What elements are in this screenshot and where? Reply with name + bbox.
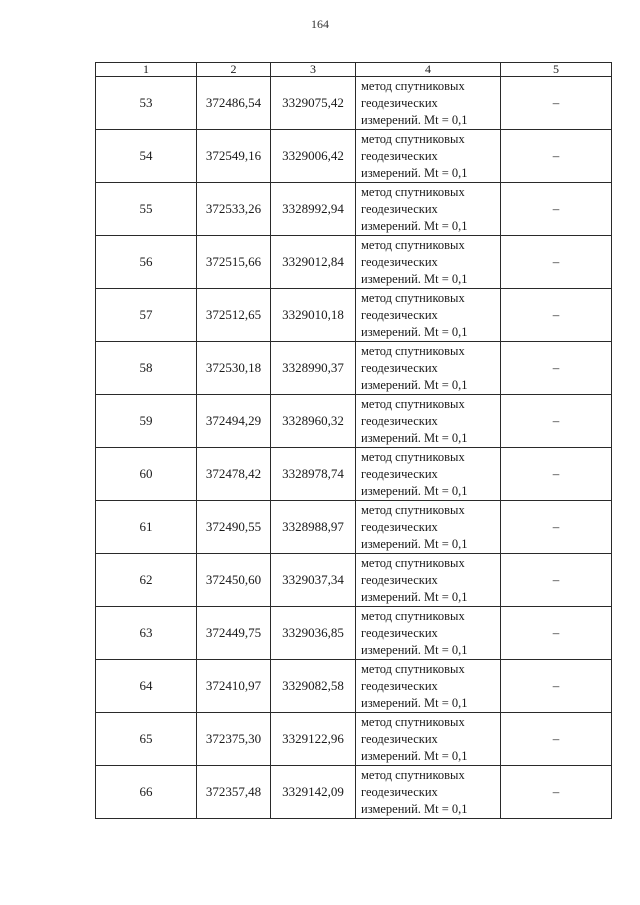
method-line: геодезических [361, 678, 438, 693]
table-row [96, 501, 612, 554]
method-line: измерений. Mt = 0,1 [361, 801, 468, 816]
method-line: измерений. Mt = 0,1 [361, 748, 468, 763]
method-line: измерений. Mt = 0,1 [361, 536, 468, 551]
x-coordinate-cell: 372490,55 [197, 501, 271, 554]
note-cell: – [501, 77, 612, 130]
point-number-cell: 65 [96, 713, 197, 766]
method-cell [356, 607, 501, 660]
y-coordinate-cell: 3328992,94 [271, 183, 356, 236]
x-coordinate-cell: 372530,18 [197, 342, 271, 395]
method-line: метод спутниковых [361, 661, 465, 676]
table-row [96, 342, 612, 395]
method-line: метод спутниковых [361, 343, 465, 358]
note-cell: – [501, 342, 612, 395]
method-cell [356, 289, 501, 342]
table-row [96, 607, 612, 660]
method-line: измерений. Mt = 0,1 [361, 271, 468, 286]
method-line: измерений. Mt = 0,1 [361, 218, 468, 233]
y-coordinate-cell: 3329082,58 [271, 660, 356, 713]
x-coordinate-cell: 372478,42 [197, 448, 271, 501]
point-number-cell: 64 [96, 660, 197, 713]
point-number-cell: 56 [96, 236, 197, 289]
note-cell: – [501, 183, 612, 236]
note-cell: – [501, 713, 612, 766]
table-row [96, 77, 612, 130]
method-cell [356, 448, 501, 501]
y-coordinate-cell: 3329037,34 [271, 554, 356, 607]
table-row [96, 236, 612, 289]
method-line: измерений. Mt = 0,1 [361, 695, 468, 710]
y-coordinate-cell: 3329036,85 [271, 607, 356, 660]
method-line: измерений. Mt = 0,1 [361, 165, 468, 180]
method-line: геодезических [361, 413, 438, 428]
table-header [96, 63, 612, 77]
method-cell [356, 342, 501, 395]
table-row [96, 766, 612, 819]
y-coordinate-cell: 3328978,74 [271, 448, 356, 501]
point-number-cell: 58 [96, 342, 197, 395]
method-line: геодезических [361, 148, 438, 163]
method-line: геодезических [361, 625, 438, 640]
point-number-cell: 55 [96, 183, 197, 236]
method-line: измерений. Mt = 0,1 [361, 430, 468, 445]
x-coordinate-cell: 372410,97 [197, 660, 271, 713]
method-line: геодезических [361, 254, 438, 269]
method-line: измерений. Mt = 0,1 [361, 642, 468, 657]
note-cell: – [501, 766, 612, 819]
method-cell [356, 713, 501, 766]
y-coordinate-cell: 3328960,32 [271, 395, 356, 448]
y-coordinate-cell: 3328988,97 [271, 501, 356, 554]
method-line: метод спутниковых [361, 237, 465, 252]
y-coordinate-cell: 3329075,42 [271, 77, 356, 130]
note-cell: – [501, 448, 612, 501]
y-coordinate-cell: 3329142,09 [271, 766, 356, 819]
method-line: метод спутниковых [361, 555, 465, 570]
note-cell: – [501, 501, 612, 554]
method-line: метод спутниковых [361, 131, 465, 146]
note-cell: – [501, 289, 612, 342]
method-line: метод спутниковых [361, 767, 465, 782]
coordinates-table [95, 62, 612, 819]
note-cell: – [501, 395, 612, 448]
x-coordinate-cell: 372357,48 [197, 766, 271, 819]
header-col-4: 4 [356, 63, 501, 77]
x-coordinate-cell: 372486,54 [197, 77, 271, 130]
table-row [96, 554, 612, 607]
y-coordinate-cell: 3328990,37 [271, 342, 356, 395]
method-line: измерений. Mt = 0,1 [361, 589, 468, 604]
x-coordinate-cell: 372512,65 [197, 289, 271, 342]
method-line: геодезических [361, 731, 438, 746]
y-coordinate-cell: 3329012,84 [271, 236, 356, 289]
method-line: метод спутниковых [361, 449, 465, 464]
table-body [96, 77, 612, 819]
x-coordinate-cell: 372533,26 [197, 183, 271, 236]
table-row [96, 395, 612, 448]
method-line: измерений. Mt = 0,1 [361, 112, 468, 127]
method-line: геодезических [361, 360, 438, 375]
point-number-cell: 59 [96, 395, 197, 448]
note-cell: – [501, 130, 612, 183]
method-line: геодезических [361, 519, 438, 534]
method-cell [356, 130, 501, 183]
table-row [96, 660, 612, 713]
point-number-cell: 62 [96, 554, 197, 607]
point-number-cell: 61 [96, 501, 197, 554]
method-cell [356, 766, 501, 819]
y-coordinate-cell: 3329122,96 [271, 713, 356, 766]
x-coordinate-cell: 372494,29 [197, 395, 271, 448]
table-row [96, 183, 612, 236]
header-col-5: 5 [501, 63, 612, 77]
method-line: метод спутниковых [361, 290, 465, 305]
method-line: геодезических [361, 572, 438, 587]
y-coordinate-cell: 3329010,18 [271, 289, 356, 342]
method-line: геодезических [361, 784, 438, 799]
x-coordinate-cell: 372375,30 [197, 713, 271, 766]
header-col-1: 1 [96, 63, 197, 77]
method-line: геодезических [361, 466, 438, 481]
method-line: геодезических [361, 95, 438, 110]
table-row [96, 713, 612, 766]
y-coordinate-cell: 3329006,42 [271, 130, 356, 183]
method-cell [356, 501, 501, 554]
method-cell [356, 660, 501, 713]
x-coordinate-cell: 372549,16 [197, 130, 271, 183]
method-line: метод спутниковых [361, 502, 465, 517]
table-row [96, 448, 612, 501]
point-number-cell: 57 [96, 289, 197, 342]
note-cell: – [501, 236, 612, 289]
method-cell [356, 236, 501, 289]
note-cell: – [501, 607, 612, 660]
method-line: метод спутниковых [361, 78, 465, 93]
header-row [96, 63, 612, 77]
page-number: 164 [311, 17, 329, 31]
table-row [96, 130, 612, 183]
table-row [96, 289, 612, 342]
method-line: метод спутниковых [361, 184, 465, 199]
method-cell [356, 183, 501, 236]
method-line: геодезических [361, 307, 438, 322]
note-cell: – [501, 554, 612, 607]
point-number-cell: 66 [96, 766, 197, 819]
method-line: метод спутниковых [361, 714, 465, 729]
point-number-cell: 54 [96, 130, 197, 183]
x-coordinate-cell: 372449,75 [197, 607, 271, 660]
x-coordinate-cell: 372515,66 [197, 236, 271, 289]
method-line: измерений. Mt = 0,1 [361, 377, 468, 392]
method-cell [356, 395, 501, 448]
method-line: метод спутниковых [361, 608, 465, 623]
x-coordinate-cell: 372450,60 [197, 554, 271, 607]
note-cell: – [501, 660, 612, 713]
point-number-cell: 63 [96, 607, 197, 660]
method-line: измерений. Mt = 0,1 [361, 483, 468, 498]
method-cell [356, 77, 501, 130]
header-col-2: 2 [197, 63, 271, 77]
method-cell [356, 554, 501, 607]
method-line: метод спутниковых [361, 396, 465, 411]
point-number-cell: 53 [96, 77, 197, 130]
header-col-3: 3 [271, 63, 356, 77]
method-line: геодезических [361, 201, 438, 216]
method-line: измерений. Mt = 0,1 [361, 324, 468, 339]
point-number-cell: 60 [96, 448, 197, 501]
